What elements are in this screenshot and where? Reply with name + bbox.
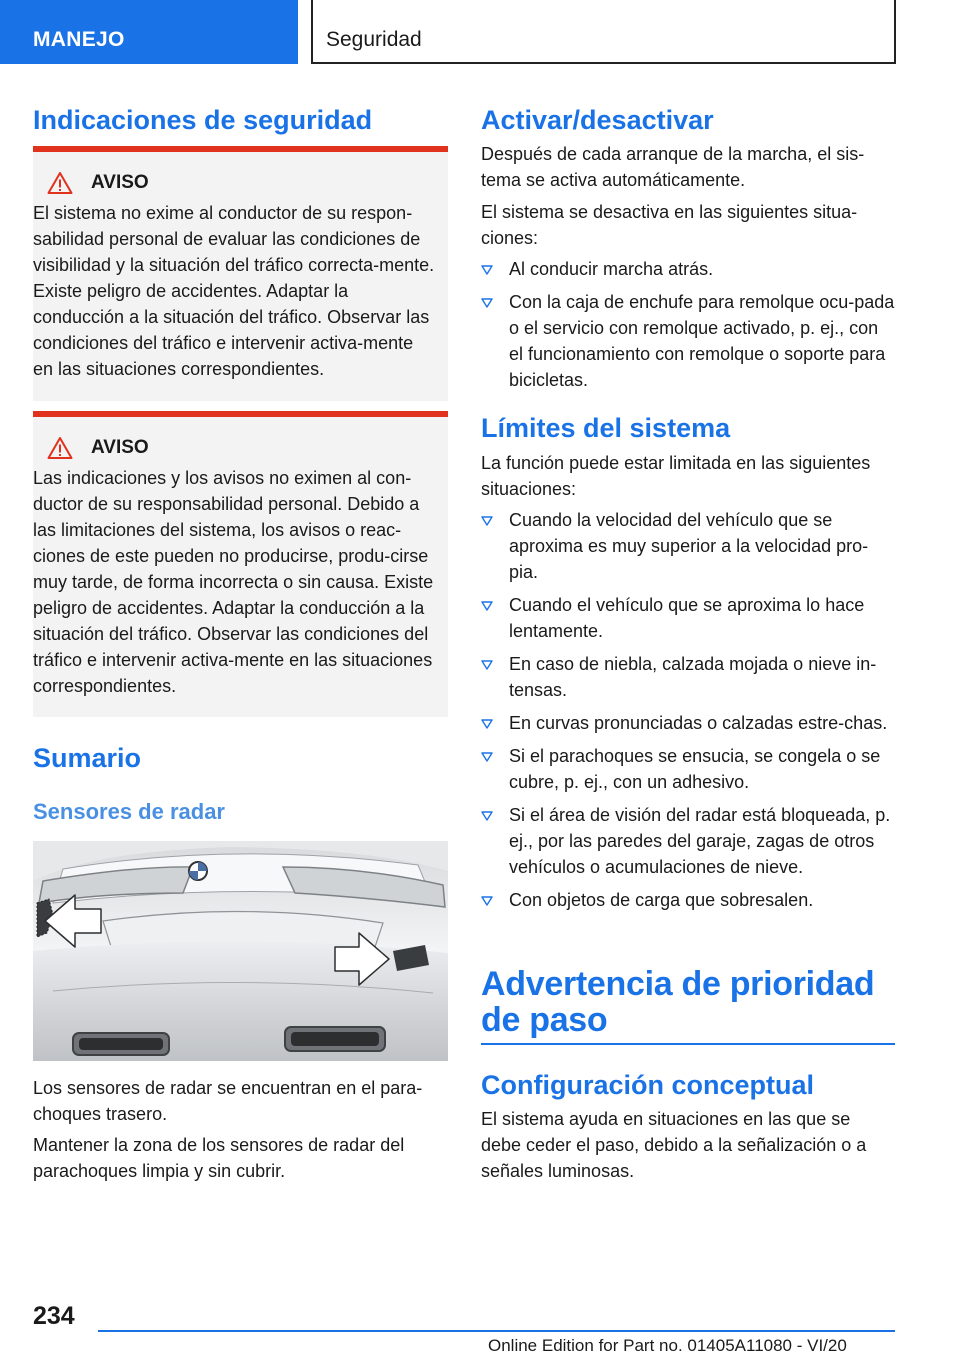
activate-text-1: Después de cada arranque de la marcha, el sis-tema se activa automáticamente. <box>481 144 865 190</box>
list-item <box>481 507 895 585</box>
car-rear-radar-illustration <box>33 841 448 1061</box>
list-item <box>481 710 895 736</box>
footer-divider <box>98 1330 895 1332</box>
warning-box-1 <box>33 146 448 401</box>
radar-clean-text: Mantener la zona de los sensores de radar del parachoques limpia y sin cubrir. <box>33 1135 405 1181</box>
warning-text: Las indicaciones y los avisos no eximen al con-ductor de su responsabilidad personal. Debido a las limitaciones del sistema, los avisos o reac-ciones de este pueden no producirse, produ-cirse muy tarde, de forma incorrecta o sin causa. Existe peligro de accidentes. Adaptar la conducción a la situación del tráfico. Observar las condiciones del tráfico e intervenir activa-mente en las situaciones correspondientes. <box>33 468 434 696</box>
list-item <box>481 256 895 282</box>
triangle-bullet-icon <box>481 660 493 670</box>
list-item-text: Con objetos de carga que sobresalen. <box>509 890 814 910</box>
header-chapter-box <box>311 0 896 64</box>
warning-label: AVISO <box>91 437 149 458</box>
system-limits-heading: Límites del sistema <box>481 413 731 443</box>
list-item <box>481 651 895 703</box>
warning-triangle-icon <box>47 436 73 460</box>
summary-heading: Sumario <box>33 743 142 773</box>
list-item-text: Si el área de visión del radar está bloqueada, p. ej., por las paredes del garaje, zagas de otros vehículos o acumulaciones de nieve. <box>509 805 891 877</box>
edition-footer: Online Edition for Part no. 01405A11080 - VI/20 <box>488 1336 847 1355</box>
radar-location-text: Los sensores de radar se encuentran en el para-choques trasero. <box>33 1078 423 1124</box>
triangle-bullet-icon <box>481 516 493 526</box>
list-item <box>481 887 895 913</box>
limits-text: La función puede estar limitada en las siguientes situaciones: <box>481 453 871 499</box>
limits-list <box>481 507 895 920</box>
concept-heading: Configuración conceptual <box>481 1070 815 1100</box>
list-item-text: Si el parachoques se ensucia, se congela o se cubre, p. ej., con un adhesivo. <box>509 746 881 792</box>
list-item-text: En caso de niebla, calzada mojada o nieve in-tensas. <box>509 654 877 700</box>
list-item-text: Cuando la velocidad del vehículo que se aproxima es muy superior a la velocidad pro-pia. <box>509 510 869 582</box>
triangle-bullet-icon <box>481 752 493 762</box>
activate-text-2: El sistema se desactiva en las siguientes situa-ciones: <box>481 202 858 248</box>
warning-text: El sistema no exime al conductor de su respon-sabilidad personal de evaluar las condiciones de visibilidad y la situación del tráfico correcta-mente. Existe peligro de accidentes. Adaptar la conducción a la situación del tráfico. Observar las condiciones del tráfico e intervenir activa-mente en las situaciones correspondientes. <box>33 203 435 379</box>
warning-label: AVISO <box>91 172 149 193</box>
activate-heading: Activar/desactivar <box>481 105 714 135</box>
safety-heading: Indicaciones de seguridad <box>33 105 373 135</box>
list-item-text: Cuando el vehículo que se aproxima lo hace lentamente. <box>509 595 865 641</box>
list-item-text: Con la caja de enchufe para remolque ocu-pada o el servicio con remolque activado, p. ej., con el funcionamiento con remolque o soporte para bicicletas. <box>509 292 895 390</box>
list-item <box>481 592 895 644</box>
triangle-bullet-icon <box>481 896 493 906</box>
triangle-bullet-icon <box>481 601 493 611</box>
triangle-bullet-icon <box>481 298 493 308</box>
header-section-label: MANEJO <box>33 28 125 51</box>
triangle-bullet-icon <box>481 265 493 275</box>
warning-triangle-icon <box>47 171 73 195</box>
warning-box-2 <box>33 411 448 717</box>
list-item-text: Al conducir marcha atrás. <box>509 259 714 279</box>
list-item-text: En curvas pronunciadas o calzadas estre-chas. <box>509 713 888 733</box>
triangle-bullet-icon <box>481 811 493 821</box>
right-of-way-heading: Advertencia de prioridad de paso <box>481 965 875 1039</box>
triangle-bullet-icon <box>481 719 493 729</box>
list-item <box>481 289 895 393</box>
radar-sensors-heading: Sensores de radar <box>33 799 225 824</box>
header-chapter-label: Seguridad <box>326 28 422 51</box>
list-item <box>481 802 895 880</box>
page-number: 234 <box>33 1302 75 1330</box>
header-section-tab <box>0 0 298 64</box>
concept-text: El sistema ayuda en situaciones en las que se debe ceder el paso, debido a la señalización o a señales luminosas. <box>481 1109 867 1181</box>
deactivate-list <box>481 256 895 400</box>
list-item <box>481 743 895 795</box>
section-divider <box>481 1043 895 1045</box>
